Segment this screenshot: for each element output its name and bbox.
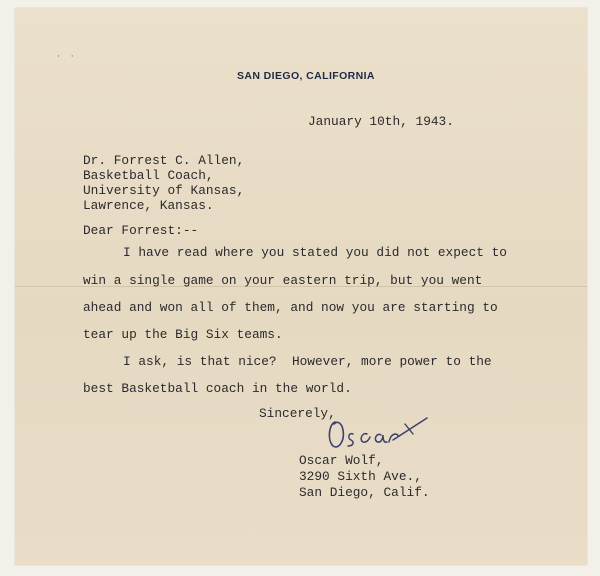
handwritten-signature xyxy=(323,400,433,460)
paper-speck-marks: · · xyxy=(57,52,78,62)
body-line: ahead and won all of them, and now you are starting to xyxy=(83,300,498,315)
body-line: I ask, is that nice? However, more power to the xyxy=(123,354,492,369)
body-line: I have read where you stated you did not expect to xyxy=(123,245,507,260)
recipient-line: Dr. Forrest C. Allen, xyxy=(83,153,245,168)
letter-paper xyxy=(15,8,587,565)
recipient-line: Basketball Coach, xyxy=(83,168,214,183)
body-line: win a single game on your eastern trip, but you went xyxy=(83,273,483,288)
letterhead: SAN DIEGO, CALIFORNIA xyxy=(237,70,375,82)
salutation: Dear Forrest:-- xyxy=(83,223,199,238)
sender-line: 3290 Sixth Ave., xyxy=(299,469,422,484)
sender-line: Oscar Wolf, xyxy=(299,453,384,468)
body-line: tear up the Big Six teams. xyxy=(83,327,283,342)
closing: Sincerely, xyxy=(259,406,336,421)
body-line: best Basketball coach in the world. xyxy=(83,381,352,396)
recipient-line: Lawrence, Kansas. xyxy=(83,198,214,213)
letter-date: January 10th, 1943. xyxy=(308,114,454,129)
recipient-line: University of Kansas, xyxy=(83,183,245,198)
sender-line: San Diego, Calif. xyxy=(299,485,430,500)
